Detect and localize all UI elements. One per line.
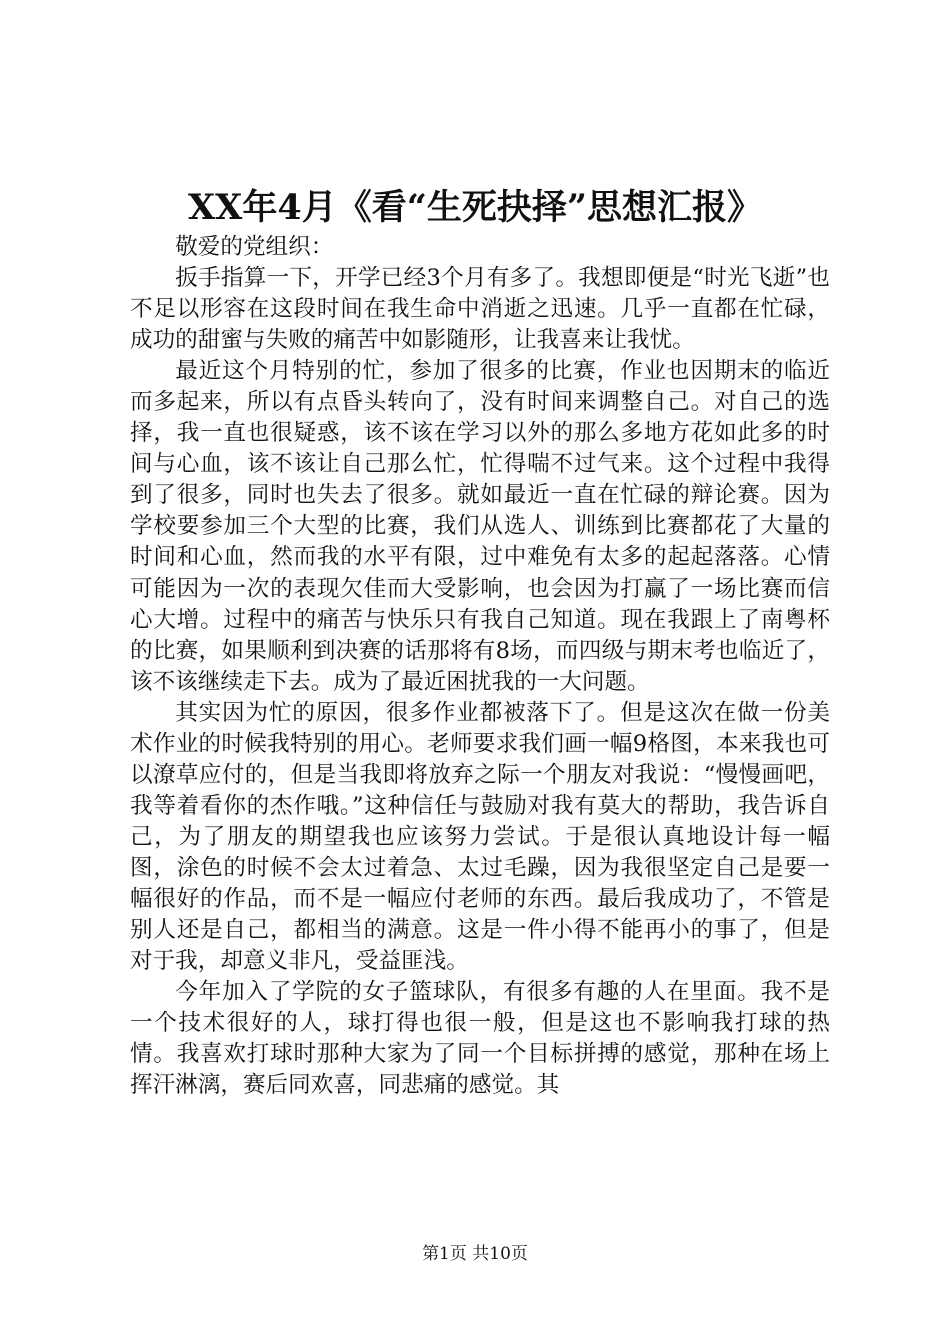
document-body [130,232,830,1101]
salutation: 敬爱的党组织： [175,234,334,260]
page-title: XX年4月《看“生死抉择”思想汇报》 [188,187,762,228]
page-footer: 第1页 共10页 [422,1244,528,1264]
paragraph-3: 其实因为忙的原因，很多作业都被落下了。但是这次在做一份美术作业的时候我特别的用心。老师要求我们画一幅9格图，本来我也可以潦草应付的，但是当我即将放弃之际一个朋友对我说：“慢慢画吧，我等着看你的杰作哦。”这种信任与鼓励对我有莫大的帮助，我告诉自己，为了朋友的期望我也应该努力尝试。于是很认真地设计每一幅图，涂色的时候不会太过着急、太过毛躁，因为我很坚定自己是要一幅很好的作品，而不是一幅应付老师的东西。最后我成功了，不管是别人还是自己，都相当的满意。这是一件小得不能再小的事了，但是对于我，却意义非凡，受益匪浅。 [130,699,830,975]
paragraph-1: 扳手指算一下，开学已经3个月有多了。我想即便是“时光飞逝”也不足以形容在这段时间在我生命中消逝之迅速。几乎一直都在忙碌，成功的甜蜜与失败的痛苦中如影随形，让我喜来让我忧。 [130,265,830,354]
paragraph-2: 最近这个月特别的忙，参加了很多的比赛，作业也因期末的临近而多起来，所以有点昏头转向了，没有时间来调整自己。对自己的选择，我一直也很疑惑，该不该在学习以外的那么多地方花如此多的时间与心血，该不该让自己那么忙，忙得喘不过气来。这个过程中我得到了很多，同时也失去了很多。就如最近一直在忙碌的辩论赛。因为学校要参加三个大型的比赛，我们从选人、训练到比赛都花了大量的时间和心血，然而我的水平有限，过中难免有太多的起起落落。心情可能因为一次的表现欠佳而大受影响，也会因为打赢了一场比赛而信心大增。过程中的痛苦与快乐只有我自己知道。现在我跟上了南粤杯的比赛，如果顺利到决赛的话那将有8场，而四级与期末考也临近了，该不该继续走下去。成为了最近困扰我的一大问题。 [130,358,830,695]
paragraph-4: 今年加入了学院的女子篮球队，有很多有趣的人在里面。我不是一个技术很好的人，球打得也很一般，但是这也不影响我打球的热情。我喜欢打球时那种大家为了同一个目标拼搏的感觉，那种在场上挥汗淋漓，赛后同欢喜，同悲痛的感觉。其 [130,979,830,1099]
